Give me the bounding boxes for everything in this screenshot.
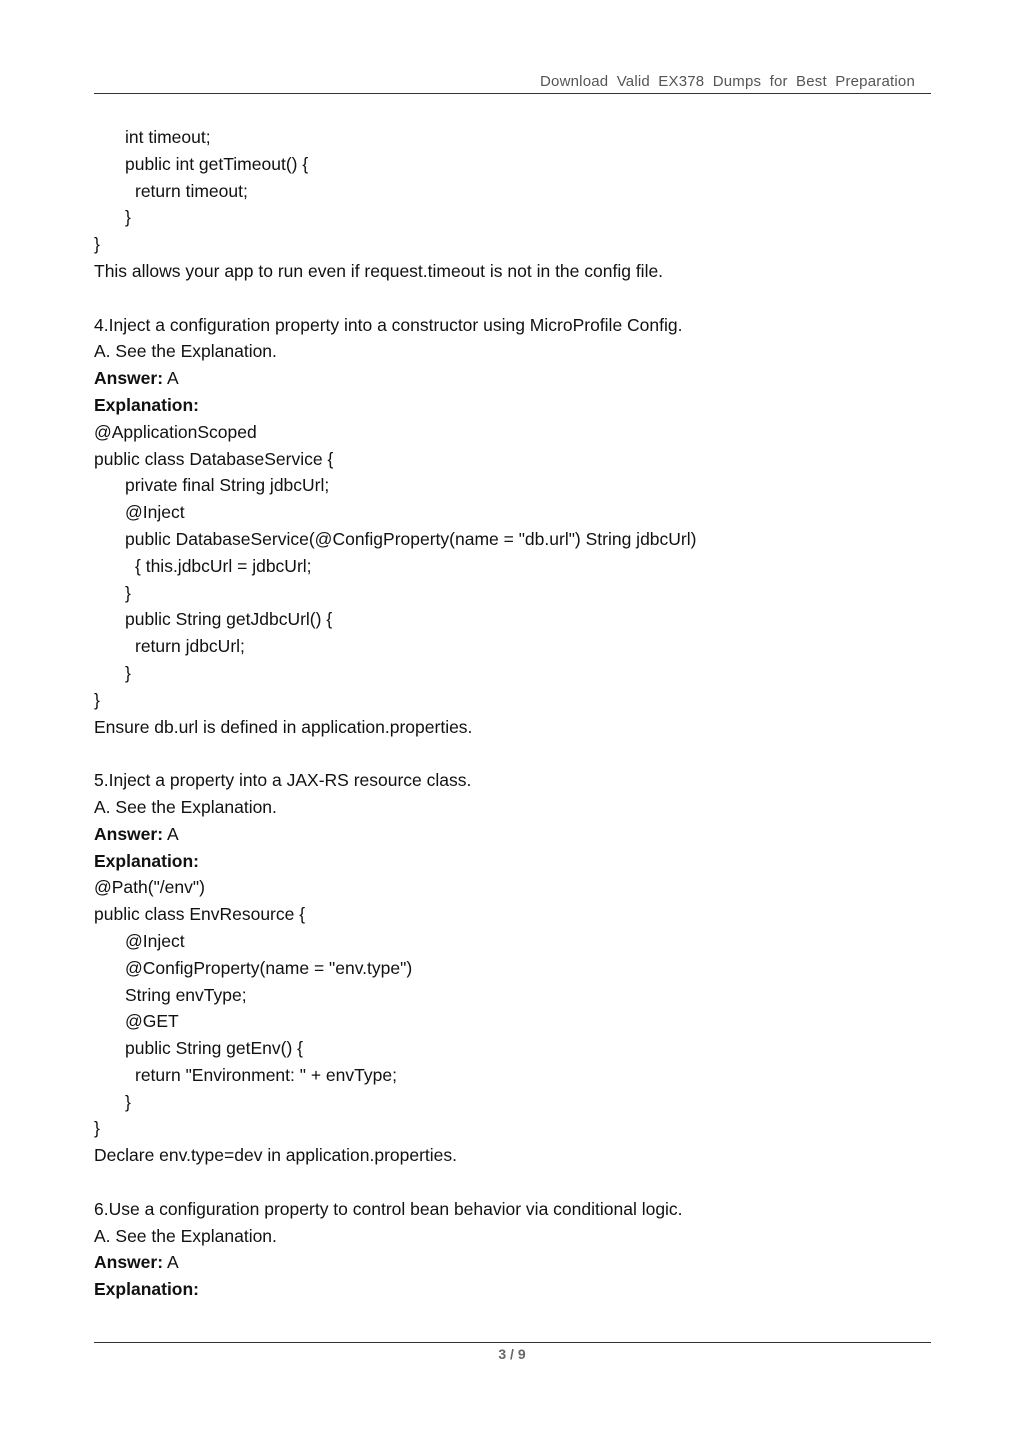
header-divider xyxy=(94,93,931,94)
question-4-note: Ensure db.url is defined in application.properties. xyxy=(94,716,473,737)
code-line: private final String jdbcUrl; xyxy=(125,475,330,496)
question-6-text: 6.Use a configuration property to control bean behavior via conditional logic. xyxy=(94,1198,683,1219)
answer-value: A xyxy=(163,368,179,389)
code-line: } xyxy=(125,662,131,683)
code-line: } xyxy=(94,1118,100,1139)
code-line: @Inject xyxy=(125,930,185,951)
page-header-title: Download Valid EX378 Dumps for Best Preparation xyxy=(540,73,915,90)
explanation-note: This allows your app to run even if request.timeout is not in the config file. xyxy=(94,260,664,281)
code-line: } xyxy=(125,582,131,603)
code-line: } xyxy=(125,1091,131,1112)
answer-label: Answer: xyxy=(94,1252,164,1273)
code-line: public String getEnv() { xyxy=(125,1038,304,1059)
question-5-option-a: A. See the Explanation. xyxy=(94,796,277,817)
footer-divider xyxy=(94,1342,931,1343)
spacer xyxy=(94,1169,931,1196)
question-4-explanation-label: Explanation: xyxy=(94,394,200,415)
code-line: @Path("/env") xyxy=(94,877,205,898)
question-5-text: 5.Inject a property into a JAX-RS resource class. xyxy=(94,770,472,791)
question-5-answer xyxy=(94,821,931,848)
spacer xyxy=(94,740,931,767)
code-line: return timeout; xyxy=(135,180,248,201)
question-6-option-a: A. See the Explanation. xyxy=(94,1225,277,1246)
code-line: public DatabaseService(@ConfigProperty(name = "db.url") String jdbcUrl) xyxy=(125,528,697,549)
code-line: @ConfigProperty(name = "env.type") xyxy=(125,957,413,978)
question-5-note: Declare env.type=dev in application.properties. xyxy=(94,1145,458,1166)
code-line: int timeout; xyxy=(125,127,211,147)
code-line: return jdbcUrl; xyxy=(135,636,245,657)
question-4-answer xyxy=(94,365,931,392)
answer-value: A xyxy=(163,1252,179,1273)
spacer xyxy=(94,285,931,312)
question-4-option-a: A. See the Explanation. xyxy=(94,341,277,362)
question-5-explanation-label: Explanation: xyxy=(94,850,200,871)
code-line: @Inject xyxy=(125,502,185,523)
code-line: String envType; xyxy=(125,984,247,1005)
document-body xyxy=(94,124,931,1303)
code-line: public String getJdbcUrl() { xyxy=(125,609,333,630)
question-6-answer xyxy=(94,1249,931,1276)
answer-value: A xyxy=(163,823,179,844)
page-number: 3 / 9 xyxy=(498,1346,526,1362)
answer-label: Answer: xyxy=(94,368,164,389)
code-line: } xyxy=(125,207,131,228)
code-line: public class EnvResource { xyxy=(94,904,306,925)
code-line: { this.jdbcUrl = jdbcUrl; xyxy=(135,555,312,576)
question-6-explanation-label: Explanation: xyxy=(94,1279,200,1300)
code-line: } xyxy=(94,689,100,710)
code-line: public class DatabaseService { xyxy=(94,448,334,469)
question-4-text: 4.Inject a configuration property into a constructor using MicroProfile Config. xyxy=(94,314,683,335)
code-line: return "Environment: " + envType; xyxy=(135,1064,397,1085)
answer-label: Answer: xyxy=(94,823,164,844)
code-line: @ApplicationScoped xyxy=(94,421,257,442)
code-line: @GET xyxy=(125,1011,179,1032)
code-line: } xyxy=(94,234,100,255)
code-line: public int getTimeout() { xyxy=(125,153,309,174)
